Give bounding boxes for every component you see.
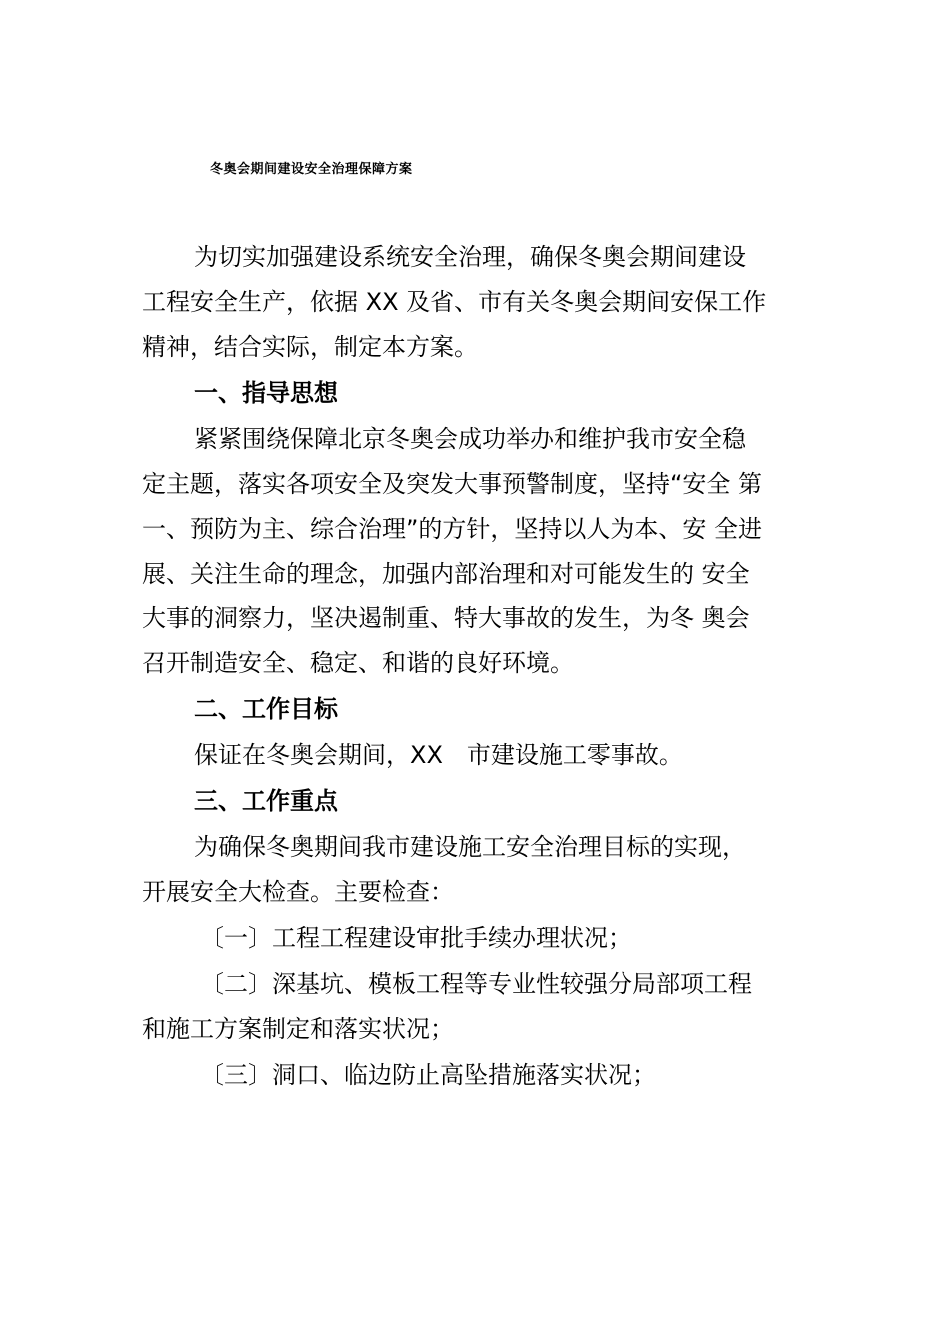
section-3-line-1: 为确保冬奥期间我市建设施工安全治理目标的实现，: [194, 833, 746, 861]
section-1-line-3: 一、预防为主、综合治理”的方针，坚持以人为本、安 全进: [142, 515, 763, 543]
section-1-line-2: 定主题，落实各项安全及突发大事预警制度，坚持“安全 第: [142, 470, 763, 498]
section-1-line-6: 召开制造安全、稳定、和谐的良好环境。: [142, 649, 574, 677]
section-3-line-2: 开展安全大检查。主要检查：: [142, 878, 454, 906]
section-2-heading: 二、工作目标: [194, 695, 338, 723]
section-1-line-5: 大事的洞察力，坚决遏制重、特大事故的发生，为冬 奥会: [142, 604, 750, 632]
intro-line-2: 工程安全生产，依据 XX 及省、市有关冬奥会期间安保工作: [142, 288, 767, 316]
section-3-line-5: 和施工方案制定和落实状况；: [142, 1015, 454, 1043]
intro-line-3: 精神，结合实际，制定本方案。: [142, 333, 478, 361]
section-1-line-1: 紧紧围绕保障北京冬奥会成功举办和维护我市安全稳: [194, 425, 746, 453]
document-title: 冬奥会期间建设安全治理保障方案: [210, 162, 413, 177]
section-3-line-4: 〔二〕深基坑、模板工程等专业性较强分局部项工程: [200, 970, 752, 998]
section-3-line-3: 〔一〕工程工程建设审批手续办理状况；: [200, 924, 632, 952]
section-3-line-6: 〔三〕洞口、临边防止高坠措施落实状况；: [200, 1061, 656, 1089]
section-1-line-4: 展、关注生命的理念，加强内部治理和对可能发生的 安全: [142, 560, 750, 588]
section-3-heading: 三、工作重点: [194, 787, 338, 815]
section-2-line-1: 保证在冬奥会期间，XX 市建设施工零事故。: [194, 741, 683, 769]
section-1-heading: 一、指导思想: [194, 379, 338, 407]
intro-line-1: 为切实加强建设系统安全治理，确保冬奥会期间建设: [194, 243, 746, 271]
